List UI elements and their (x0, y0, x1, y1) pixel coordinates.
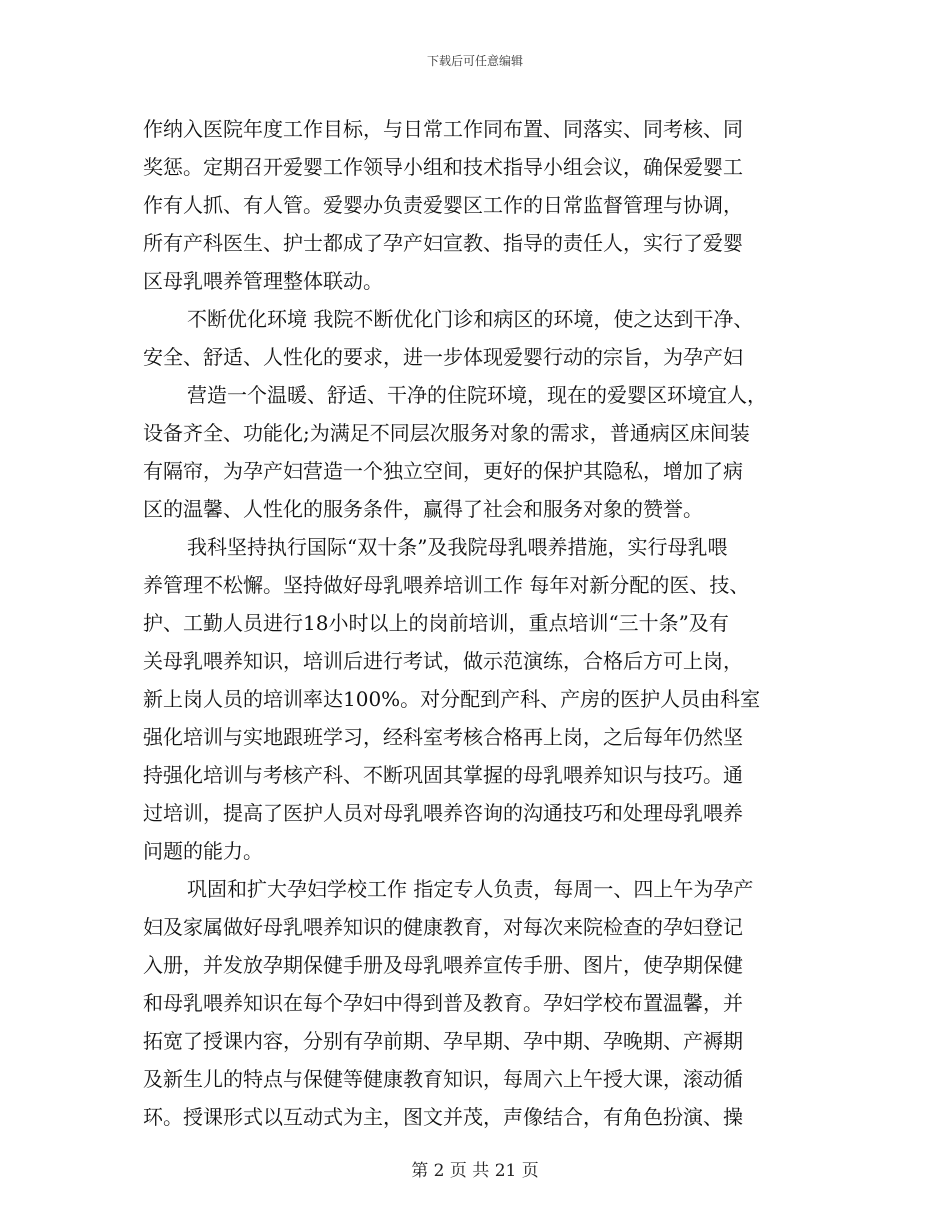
text-line: 营造一个温暖、舒适、干净的住院环境，现在的爱婴区环境宜人， (187, 383, 767, 407)
text-line: 妇及家属做好母乳喂养知识的健康教育，对每次来院检查的孕妇登记 (143, 915, 743, 939)
text-line: 及新生儿的特点与保健等健康教育知识，每周六上午授大课，滚动循 (143, 1067, 743, 1091)
text-line: 过培训，提高了医护人员对母乳喂养咨询的沟通技巧和处理母乳喂养 (143, 801, 743, 825)
text-line: 不断优化环境 我院不断优化门诊和病区的环境，使之达到干净、 (187, 307, 754, 331)
text-line: 入册，并发放孕期保健手册及母乳喂养宣传手册、图片，使孕期保健 (143, 953, 743, 977)
page-header: 下载后可任意编辑 (426, 54, 523, 68)
text-line: 持强化培训与考核产科、不断巩固其掌握的母乳喂养知识与技巧。通 (143, 763, 743, 787)
text-line: 环。授课形式以互动式为主，图文并茂，声像结合，有角色扮演、操 (143, 1105, 743, 1129)
text-line: 安全、舒适、人性化的要求，进一步体现爱婴行动的宗旨，为孕产妇 (143, 345, 743, 369)
text-line: 和母乳喂养知识在每个孕妇中得到普及教育。孕妇学校布置温馨，并 (143, 991, 743, 1015)
text-line: 问题的能力。 (143, 839, 263, 863)
text-line: 设备齐全、功能化;为满足不同层次服务对象的需求，普通病区床间装 (143, 421, 750, 445)
text-line: 奖惩。定期召开爱婴工作领导小组和技术指导小组会议，确保爱婴工 (143, 155, 743, 179)
text-line: 有隔帘，为孕产妇营造一个独立空间，更好的保护其隐私，增加了病 (143, 459, 743, 483)
text-line: 作有人抓、有人管。爱婴办负责爱婴区工作的日常监督管理与协调， (143, 193, 743, 217)
text-line: 关母乳喂养知识，培训后进行考试，做示范演练，合格后方可上岗， (143, 649, 743, 673)
text-line: 巩固和扩大孕妇学校工作 指定专人负责，每周一、四上午为孕产 (187, 877, 754, 901)
text-line: 作纳入医院年度工作目标，与日常工作同布置、同落实、同考核、同 (143, 117, 743, 141)
text-line: 强化培训与实地跟班学习，经科室考核合格再上岗，之后每年仍然坚 (143, 725, 743, 749)
text-line: 所有产科医生、护士都成了孕产妇宣教、指导的责任人，实行了爱婴 (143, 231, 743, 255)
text-line: 护、工勤人员进行18小时以上的岗前培训，重点培训“三十条”及有 (143, 611, 729, 635)
text-line: 养管理不松懈。坚持做好母乳喂养培训工作 每年对新分配的医、技、 (143, 573, 750, 597)
document-body (143, 110, 813, 1136)
text-line: 拓宽了授课内容，分别有孕前期、孕早期、孕中期、孕晚期、产褥期 (143, 1029, 743, 1053)
text-line: 区的温馨、人性化的服务条件，赢得了社会和服务对象的赞誉。 (143, 497, 703, 521)
text-line: 新上岗人员的培训率达100%。对分配到产科、产房的医护人员由科室 (143, 687, 761, 711)
text-line: 我科坚持执行国际“双十条”及我院母乳喂养措施，实行母乳喂 (187, 535, 728, 559)
page-footer: 第 2 页 共 21 页 (411, 1161, 539, 1181)
text-line: 区母乳喂养管理整体联动。 (143, 269, 383, 293)
